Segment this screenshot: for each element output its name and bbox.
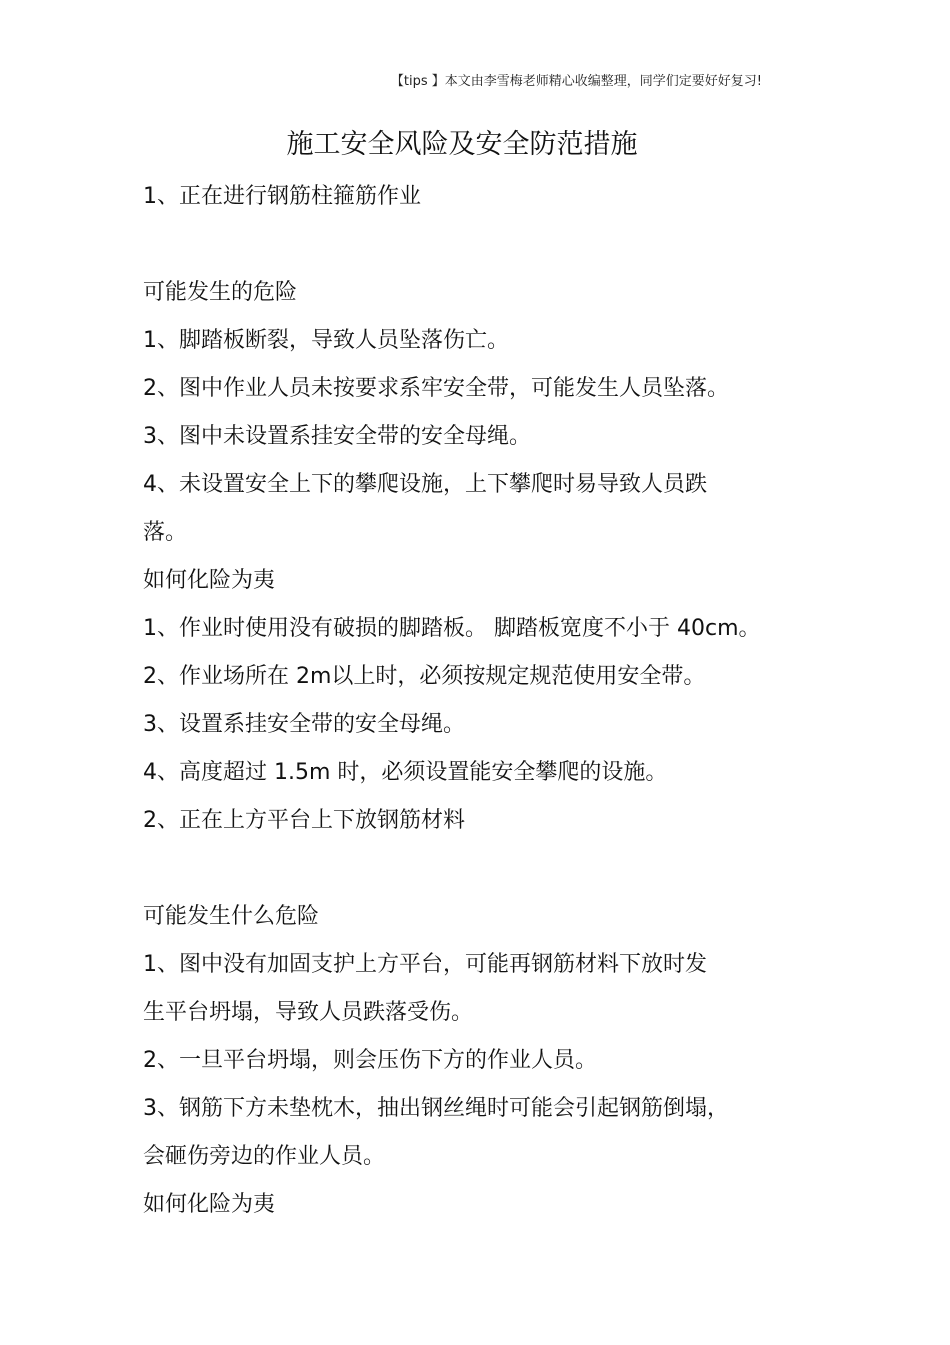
list-item: 1、图中没有加固支护上方平台，可能再钢筋材料下放时发: [143, 952, 707, 977]
risk-heading-1: 可能发生的危险: [143, 280, 298, 305]
list-item: 1、脚踏板断裂，导致人员坠落伤亡。: [143, 328, 509, 353]
list-item: 2、图中作业人员未按要求系牢安全带，可能发生人员坠落。: [143, 376, 729, 401]
risk-heading-2: 可能发生什么危险: [143, 904, 320, 929]
section-heading-1: 1、正在进行钢筋柱箍筋作业: [143, 184, 421, 209]
list-item: 4、高度超过 1.5m 时，必须设置能安全攀爬的设施。: [143, 760, 668, 785]
list-item: 3、图中未设置系挂安全带的安全母绳。: [143, 424, 531, 449]
list-item-continuation: 生平台坍塌，导致人员跌落受伤。: [143, 1000, 474, 1025]
list-item: 3、钢筋下方未垫枕木，抽出钢丝绳时可能会引起钢筋倒塌，: [143, 1096, 729, 1121]
list-item: 1、作业时使用没有破损的脚踏板。 脚踏板宽度不小于 40cm。: [143, 616, 761, 641]
measures-heading-1: 如何化险为夷: [143, 568, 276, 593]
list-item-continuation: 会砸伤旁边的作业人员。: [143, 1144, 386, 1169]
document-title: 施工安全风险及安全防范措施: [286, 129, 638, 160]
section-heading-2: 2、正在上方平台上下放钢筋材料: [143, 808, 465, 833]
list-item: 2、一旦平台坍塌，则会压伤下方的作业人员。: [143, 1048, 597, 1073]
tips-note: 【tips 】本文由李雪梅老师精心收编整理，同学们定要好好复习!: [390, 74, 762, 89]
list-item: 2、作业场所在 2m以上时，必须按规定规范使用安全带。: [143, 664, 706, 689]
list-item-continuation: 落。: [143, 520, 188, 545]
measures-heading-2: 如何化险为夷: [143, 1192, 276, 1217]
list-item: 3、设置系挂安全带的安全母绳。: [143, 712, 465, 737]
list-item: 4、未设置安全上下的攀爬设施，上下攀爬时易导致人员跌: [143, 472, 707, 497]
